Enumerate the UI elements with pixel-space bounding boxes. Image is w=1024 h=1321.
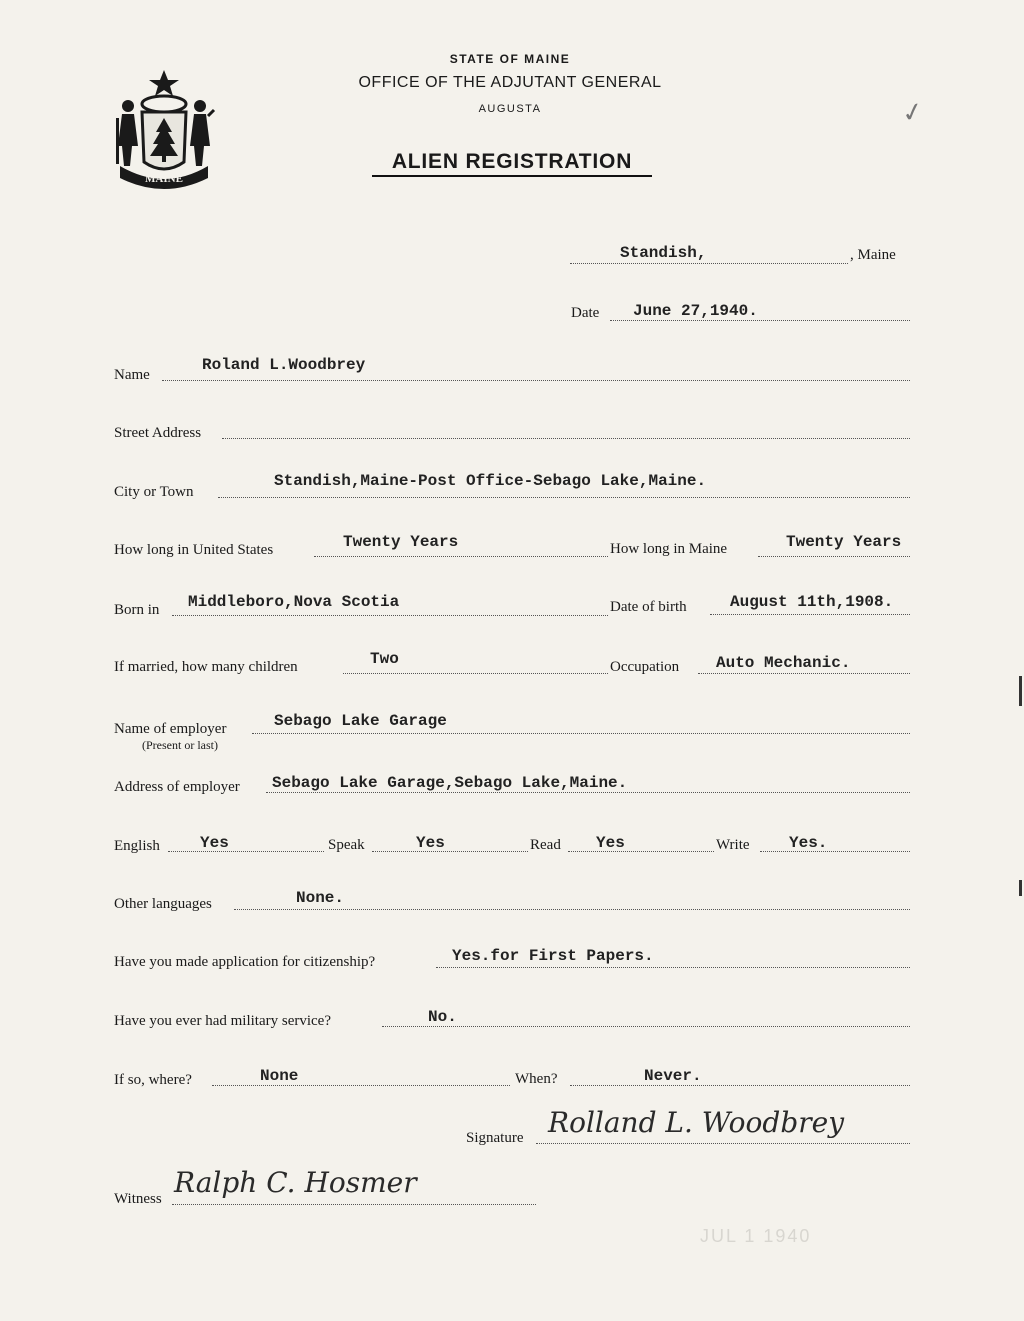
signature-label: Signature bbox=[466, 1130, 524, 1146]
read-value[interactable]: Yes bbox=[596, 834, 625, 852]
how-long-us-value[interactable]: Twenty Years bbox=[343, 533, 459, 551]
form-title: ALIEN REGISTRATION bbox=[372, 150, 652, 177]
english-value[interactable]: Yes bbox=[200, 834, 229, 852]
scan-edge-mark bbox=[1019, 676, 1022, 706]
english-label: English bbox=[114, 838, 160, 854]
street-address-label: Street Address bbox=[114, 425, 202, 441]
state-heading: STATE OF MAINE bbox=[449, 52, 571, 66]
speak-value[interactable]: Yes bbox=[416, 834, 445, 852]
seal-text: MAINE bbox=[145, 173, 183, 185]
how-long-maine-label: How long in Maine bbox=[610, 541, 728, 557]
city-or-town-value[interactable]: Standish,Maine-Post Office-Sebago Lake,Maine. bbox=[274, 472, 707, 490]
witness-value[interactable]: Ralph C. Hosmer bbox=[174, 1166, 417, 1199]
born-in-label: Born in bbox=[114, 602, 160, 618]
citizenship-label: Have you made application for citizenship? bbox=[114, 954, 376, 970]
city-heading: AUGUSTA bbox=[478, 103, 542, 115]
town-value[interactable]: Standish, bbox=[620, 244, 707, 262]
employer-address-label: Address of employer bbox=[114, 779, 240, 795]
employer-sublabel: (Present or last) bbox=[142, 738, 218, 752]
date-label: Date bbox=[571, 305, 600, 321]
how-long-maine-value[interactable]: Twenty Years bbox=[786, 533, 902, 551]
name-label: Name bbox=[114, 367, 150, 383]
date-value[interactable]: June 27,1940. bbox=[633, 302, 758, 320]
military-service-label: Have you ever had military service? bbox=[114, 1013, 331, 1029]
where-label: If so, where? bbox=[114, 1072, 192, 1088]
office-heading: OFFICE OF THE ADJUTANT GENERAL bbox=[358, 74, 662, 91]
check-mark: ✓ bbox=[899, 96, 927, 130]
born-in-value[interactable]: Middleboro,Nova Scotia bbox=[188, 593, 400, 611]
read-label: Read bbox=[530, 837, 561, 853]
maine-state-seal bbox=[112, 66, 216, 190]
how-long-us-label: How long in United States bbox=[114, 542, 274, 558]
speak-label: Speak bbox=[328, 837, 365, 853]
when-label: When? bbox=[515, 1071, 558, 1087]
employer-address-value[interactable]: Sebago Lake Garage,Sebago Lake,Maine. bbox=[272, 774, 628, 792]
when-value[interactable]: Never. bbox=[644, 1067, 702, 1085]
other-languages-label: Other languages bbox=[114, 896, 212, 912]
citizenship-value[interactable]: Yes.for First Papers. bbox=[452, 947, 654, 965]
write-label: Write bbox=[716, 837, 750, 853]
children-label: If married, how many children bbox=[114, 659, 298, 675]
occupation-value[interactable]: Auto Mechanic. bbox=[716, 654, 851, 672]
employer-label: Name of employer bbox=[114, 721, 227, 737]
military-service-value[interactable]: No. bbox=[428, 1008, 457, 1026]
signature-value[interactable]: Rolland L. Woodbrey bbox=[548, 1106, 845, 1139]
witness-label: Witness bbox=[114, 1191, 162, 1207]
name-value[interactable]: Roland L.Woodbrey bbox=[202, 356, 366, 374]
city-or-town-label: City or Town bbox=[114, 484, 194, 500]
scan-edge-mark bbox=[1019, 880, 1022, 896]
other-languages-value[interactable]: None. bbox=[296, 889, 345, 907]
employer-value[interactable]: Sebago Lake Garage bbox=[274, 712, 447, 730]
date-of-birth-value[interactable]: August 11th,1908. bbox=[730, 593, 894, 611]
received-stamp: JUL 1 1940 bbox=[700, 1226, 812, 1246]
write-value[interactable]: Yes. bbox=[789, 834, 828, 852]
occupation-label: Occupation bbox=[610, 659, 680, 675]
date-of-birth-label: Date of birth bbox=[610, 599, 687, 615]
where-value[interactable]: None bbox=[260, 1067, 299, 1085]
maine-label: , Maine bbox=[850, 247, 896, 263]
children-value[interactable]: Two bbox=[370, 650, 399, 668]
